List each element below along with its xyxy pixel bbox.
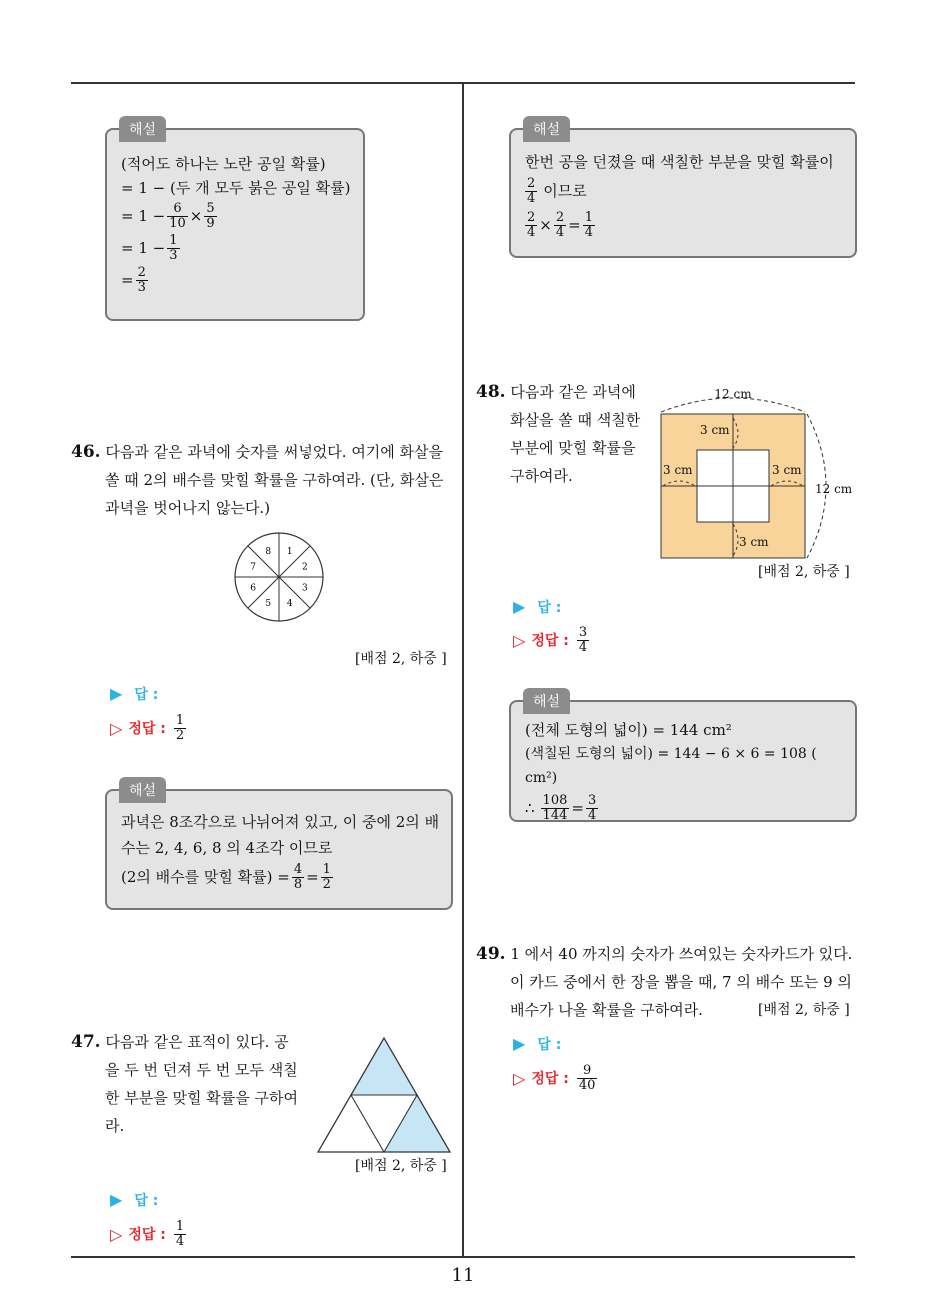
wheel-number-4: 4 xyxy=(286,598,293,609)
correct-label: 정답 : xyxy=(531,1071,569,1088)
play-icon: ▶ xyxy=(110,684,123,703)
question-49-text1: 1 에서 40 까지의 숫자가 쓰여있는 숫자카드가 있다. xyxy=(510,945,853,963)
dim-inner-top-label: 3 cm xyxy=(700,423,730,437)
question-number: 48. xyxy=(476,382,506,402)
play-icon: ▶ xyxy=(513,1034,526,1053)
fraction: $\frac{2}{4}$ xyxy=(555,209,565,240)
question-49-text2: 이 카드 중에서 한 장을 뽑을 때, 7 의 배수 또는 9 의 xyxy=(510,973,852,991)
question-number: 47. xyxy=(71,1032,101,1052)
solution-tag: 해설 xyxy=(523,116,570,142)
outline-play-icon: ▷ xyxy=(110,1224,123,1244)
solution-48-body xyxy=(525,718,845,826)
dim-inner-right-label: 3 cm xyxy=(772,463,802,477)
question-48 xyxy=(476,378,656,490)
question-47-text4: 라. xyxy=(105,1117,125,1135)
dim-inner-bottom-label: 3 cm xyxy=(739,535,769,549)
score-46: [배점 2, 하중 ] xyxy=(355,651,447,667)
fraction: $\frac{3}{4}$ xyxy=(587,792,597,823)
wheel-number-1: 1 xyxy=(286,547,293,558)
triangle-target-diagram xyxy=(316,1036,452,1154)
correct-answer-49 xyxy=(513,1064,599,1092)
wheel-number-7: 7 xyxy=(250,562,256,573)
dim-inner-left-label: 3 cm xyxy=(663,463,693,477)
fraction: $\frac{2}{4}$ xyxy=(527,209,536,240)
solution-48-line2: (색칠된 도형의 넓이) = 144 − 6 × 6 = 108 ( cm²) xyxy=(525,746,817,786)
play-icon: ▶ xyxy=(110,1190,123,1209)
solution-45-line3: = 1 − $\frac{6}{10}$ × $\frac{5}{9}$ xyxy=(121,200,215,231)
correct-label: 정답 : xyxy=(128,1227,166,1244)
outline-play-icon: ▷ xyxy=(513,630,526,650)
solution-47-body xyxy=(525,150,845,242)
solution-47-line1: 한번 공을 던졌을 때 색칠한 부분을 맞힐 확률이 xyxy=(525,153,834,171)
score-47: [배점 2, 하중 ] xyxy=(355,1158,447,1174)
solution-box-45 xyxy=(105,122,365,321)
question-47-text2: 을 두 번 던져 두 번 모두 색칠 xyxy=(105,1061,298,1079)
question-47-text1: 다음과 같은 표적이 있다. 공 xyxy=(105,1033,289,1051)
solution-45-body xyxy=(121,152,353,296)
solution-47-line3: $\frac{2}{4}$ × $\frac{2}{4}$ = $\frac{1}{4}$ xyxy=(527,209,593,240)
answer-label: 답 : xyxy=(537,600,562,616)
question-48-text1: 다음과 같은 과녁에 xyxy=(510,383,636,401)
solution-box-46 xyxy=(105,783,453,910)
answer-label: 답 : xyxy=(134,687,159,703)
fraction: $\frac{3}{4}$ xyxy=(578,625,588,655)
score-49: [배점 2, 하중 ] xyxy=(758,1002,850,1018)
score-48: [배점 2, 하중 ] xyxy=(758,564,850,580)
solution-tag: 해설 xyxy=(523,688,570,714)
outline-play-icon: ▷ xyxy=(110,718,123,738)
fraction: $\frac{1}{3}$ xyxy=(169,232,178,263)
wheel-number-3: 3 xyxy=(302,583,308,594)
question-number: 46. xyxy=(71,442,101,462)
play-icon: ▶ xyxy=(513,597,526,616)
wheel-number-2: 2 xyxy=(302,562,308,573)
fraction: $\frac{5}{9}$ xyxy=(206,200,215,231)
question-47 xyxy=(71,1028,311,1140)
solution-47-line2: $\frac{2}{4}$ 이므로 xyxy=(527,175,587,206)
page-number: 11 xyxy=(451,1265,475,1286)
fraction: $\frac{4}{8}$ xyxy=(293,861,303,892)
fraction: $\frac{108}{144}$ xyxy=(542,792,568,823)
correct-answer-48 xyxy=(513,626,591,654)
correct-label: 정답 : xyxy=(531,633,569,650)
answer-line-46 xyxy=(110,684,158,704)
solution-box-48 xyxy=(509,694,857,823)
fraction: $\frac{1}{2}$ xyxy=(175,713,185,743)
solution-48-line3: ∴ $\frac{108}{144}$ = $\frac{3}{4}$ xyxy=(525,792,597,823)
solution-48-line1: (전체 도형의 넓이) = 144 cm² xyxy=(525,721,732,739)
question-number: 49. xyxy=(476,944,506,964)
solution-45-line4: = 1 − $\frac{1}{3}$ xyxy=(121,232,178,263)
solution-tag: 해설 xyxy=(119,116,166,142)
answer-label: 답 : xyxy=(134,1193,159,1209)
solution-46-body xyxy=(121,809,441,893)
fraction: $\frac{2}{3}$ xyxy=(137,264,146,295)
solution-45-line5: = $\frac{2}{3}$ xyxy=(121,264,146,295)
dim-right-label: 12 cm xyxy=(815,482,853,496)
question-47-text3: 한 부분을 맞힐 확률을 구하여 xyxy=(105,1089,298,1107)
square-target-diagram xyxy=(655,382,860,562)
dim-top-label: 12 cm xyxy=(714,387,752,401)
correct-label: 정답 : xyxy=(128,721,166,738)
answer-line-48 xyxy=(513,597,561,617)
question-46-text2: 쏠 때 2의 배수를 맞힐 확률을 구하여라. (단, 화살은 xyxy=(105,471,444,489)
fraction: $\frac{6}{10}$ xyxy=(169,200,186,231)
bottom-rule xyxy=(71,1256,855,1258)
solution-46-line3: (2의 배수를 맞힐 확률) = $\frac{4}{8}$ = $\frac{1}{2}$ xyxy=(121,861,331,892)
solution-45-line1: (적어도 하나는 노란 공일 확률) xyxy=(121,155,326,173)
column-divider xyxy=(462,82,464,1257)
wheel-number-6: 6 xyxy=(250,583,256,594)
solution-46-line1: 과녁은 8조각으로 나뉘어져 있고, 이 중에 2의 배 xyxy=(121,813,440,831)
correct-answer-46 xyxy=(110,714,188,742)
question-48-text4: 구하여라. xyxy=(510,467,573,485)
solution-45-line2: = 1 − (두 개 모두 붉은 공일 확률) xyxy=(121,179,351,197)
solution-46-line2: 수는 2, 4, 6, 8 의 4조각 이므로 xyxy=(121,839,333,857)
question-48-text3: 부분에 맞힐 확률을 xyxy=(510,439,636,457)
question-46-text1: 다음과 같은 과녁에 숫자를 써넣었다. 여기에 화살을 xyxy=(105,443,444,461)
wheel-number-8: 8 xyxy=(265,547,272,558)
fraction: $\frac{9}{40}$ xyxy=(578,1063,596,1093)
fraction: $\frac{1}{4}$ xyxy=(584,209,593,240)
wheel-number-5: 5 xyxy=(265,598,272,609)
correct-answer-47 xyxy=(110,1220,188,1248)
question-46 xyxy=(71,438,456,522)
fraction: $\frac{1}{2}$ xyxy=(322,861,331,892)
fraction: $\frac{1}{4}$ xyxy=(175,1219,185,1249)
target-wheel-diagram xyxy=(233,531,325,623)
answer-line-47 xyxy=(110,1190,158,1210)
solution-box-47 xyxy=(509,122,857,258)
question-49-text3: 배수가 나올 확률을 구하여라. xyxy=(510,1001,703,1019)
answer-label: 답 : xyxy=(537,1037,562,1053)
answer-line-49 xyxy=(513,1034,561,1054)
question-46-text3: 과녁을 벗어나지 않는다.) xyxy=(105,499,271,517)
solution-tag: 해설 xyxy=(119,777,166,803)
outline-play-icon: ▷ xyxy=(513,1068,526,1088)
question-48-text2: 화살을 쏠 때 색칠한 xyxy=(510,411,641,429)
fraction: $\frac{2}{4}$ xyxy=(527,175,536,206)
